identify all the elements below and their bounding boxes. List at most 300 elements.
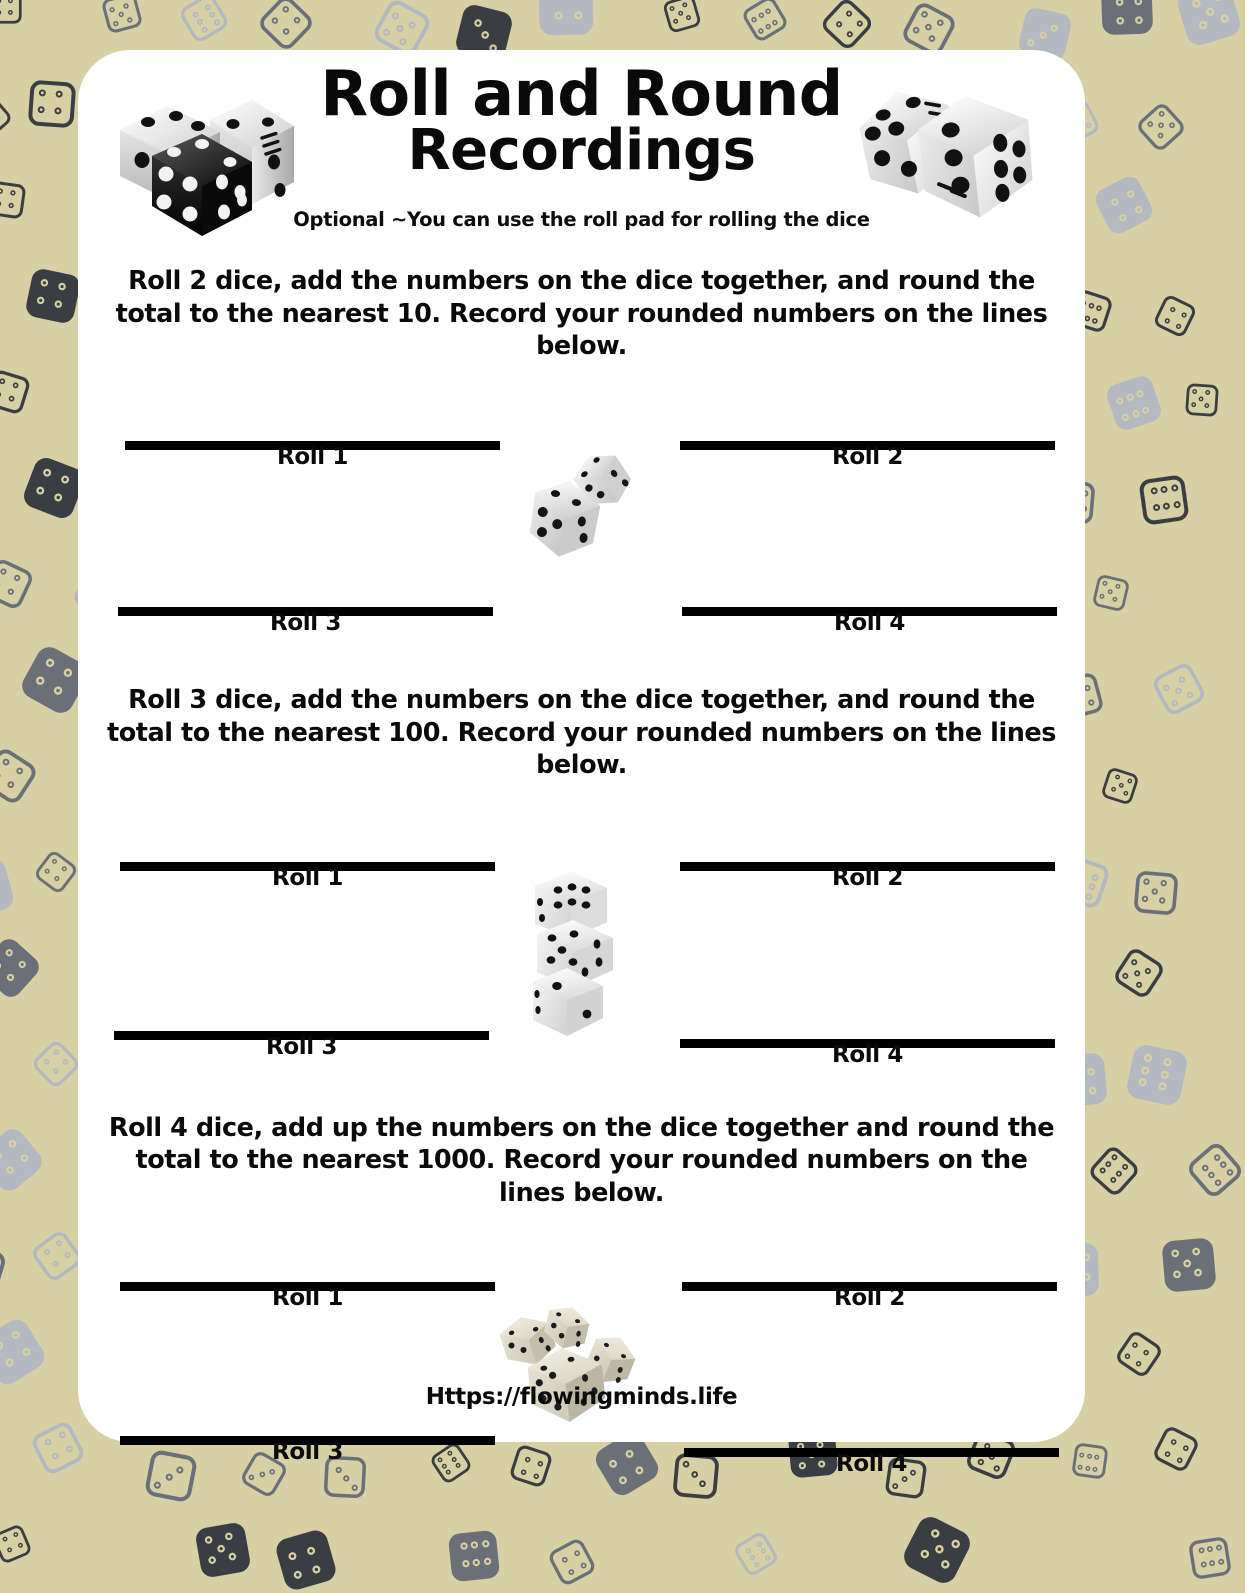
dice-pip bbox=[930, 1529, 941, 1540]
dice-pip bbox=[1132, 970, 1140, 978]
dice-pip bbox=[1138, 1078, 1148, 1088]
dice-pip bbox=[60, 475, 70, 485]
dice-pip bbox=[126, 17, 133, 24]
dice-pip bbox=[1121, 1163, 1129, 1171]
dice-outline-icon bbox=[0, 93, 14, 140]
section-round-100 bbox=[78, 684, 1085, 1062]
roll-label: Roll 4 bbox=[680, 1042, 1055, 1068]
dice-pip bbox=[201, 26, 209, 34]
dice-pip bbox=[7, 395, 14, 402]
dice-pip bbox=[920, 10, 929, 19]
dice-pip bbox=[1170, 698, 1179, 707]
dice-pip bbox=[1160, 880, 1167, 887]
dice-pip bbox=[0, 188, 3, 194]
dice-pip bbox=[10, 190, 16, 196]
dice-pip bbox=[1204, 402, 1209, 407]
dice-pip bbox=[1164, 317, 1171, 324]
dice-pip bbox=[756, 1541, 763, 1548]
dice-pip bbox=[228, 1551, 237, 1560]
dice-pip bbox=[42, 468, 52, 478]
dice-pip bbox=[678, 10, 684, 16]
dice-pip bbox=[699, 1480, 706, 1487]
dice-pip bbox=[1163, 502, 1171, 510]
dice-pip bbox=[939, 1558, 950, 1569]
dice-pip bbox=[35, 485, 45, 495]
dice-pip bbox=[1194, 1268, 1202, 1276]
dice-pip bbox=[1141, 1066, 1151, 1076]
dice-outline-icon bbox=[31, 1039, 82, 1090]
dice-pip bbox=[764, 1555, 771, 1562]
dice-pip bbox=[7, 587, 15, 595]
dice-pip bbox=[1160, 1070, 1170, 1080]
dice-pip bbox=[269, 1468, 277, 1476]
dice-outline-icon bbox=[1134, 870, 1179, 915]
roll-slot-4[interactable] bbox=[680, 1039, 1055, 1068]
dice-pip bbox=[1183, 1259, 1191, 1267]
dice-pip bbox=[53, 875, 60, 882]
dice-pip bbox=[1087, 699, 1095, 707]
dice-pip bbox=[123, 3, 130, 10]
roll-slot-2[interactable] bbox=[680, 441, 1055, 470]
dice-pip bbox=[1126, 189, 1136, 199]
dice-pip bbox=[1050, 24, 1059, 33]
dice-pip bbox=[1144, 878, 1151, 885]
dice-pip bbox=[62, 667, 73, 678]
dice-pip bbox=[213, 19, 221, 27]
dice-pip bbox=[484, 1557, 492, 1565]
dice-pip bbox=[65, 1445, 74, 1454]
dice-pip bbox=[1176, 323, 1183, 330]
dice-pip bbox=[912, 25, 921, 34]
dice-pip bbox=[1198, 19, 1208, 29]
dice-pip bbox=[20, 1347, 31, 1358]
dice-pip bbox=[1164, 1450, 1172, 1458]
dice-pip bbox=[1157, 110, 1165, 118]
dice-pip bbox=[58, 1431, 67, 1440]
dice-pip bbox=[292, 16, 301, 25]
dice-pip bbox=[1135, 16, 1143, 24]
dice-pip bbox=[1141, 405, 1150, 414]
dice-pip bbox=[0, 10, 1, 15]
dice-pip bbox=[38, 106, 45, 113]
dice-outline-icon bbox=[0, 935, 43, 1002]
dice-pip bbox=[15, 766, 24, 775]
page-subtitle: Optional ~You can use the roll pad for rolling the dice bbox=[78, 208, 1085, 231]
dice-pip bbox=[1115, 584, 1121, 590]
dice-pip bbox=[1173, 500, 1181, 508]
dice-pip bbox=[208, 1555, 217, 1564]
roll-slot-1[interactable] bbox=[125, 441, 500, 470]
dice-pip bbox=[0, 1151, 3, 1162]
dice-outline-icon bbox=[1087, 1144, 1142, 1199]
dice-pip bbox=[11, 382, 18, 389]
dice-outline-icon bbox=[900, 1513, 975, 1588]
dice-pip bbox=[55, 1240, 63, 1248]
dice-pip bbox=[1157, 1082, 1167, 1092]
roll-slot-3[interactable] bbox=[114, 1031, 489, 1060]
dice-pip bbox=[0, 378, 6, 385]
roll-label: Roll 1 bbox=[120, 1285, 495, 1311]
dice-pip bbox=[391, 12, 401, 22]
dice-outline-icon bbox=[1104, 373, 1164, 433]
dice-pip bbox=[923, 22, 932, 31]
roll-label: Roll 4 bbox=[682, 610, 1057, 636]
dice-pip bbox=[1162, 683, 1171, 692]
dice-pip bbox=[1182, 1445, 1190, 1453]
dice-outline-icon bbox=[740, 0, 789, 43]
dice-pip bbox=[1205, 6, 1215, 16]
two-dice-tumbling-icon bbox=[522, 453, 642, 563]
dice-pip bbox=[2, 1536, 8, 1542]
dice-pip bbox=[0, 0, 1, 3]
dice-pip bbox=[53, 1049, 61, 1057]
dice-pip bbox=[1087, 1453, 1093, 1459]
dice-pip bbox=[1094, 1454, 1100, 1460]
dice-pip bbox=[19, 1153, 30, 1164]
dice-outline-icon bbox=[24, 267, 82, 325]
dice-pip bbox=[532, 1473, 539, 1480]
dice-outline-icon bbox=[32, 849, 78, 895]
dice-pip bbox=[1092, 317, 1099, 324]
dice-pip bbox=[196, 18, 204, 26]
dice-pip bbox=[568, 1568, 576, 1576]
dice-pip bbox=[1085, 122, 1092, 129]
dice-pip bbox=[37, 296, 46, 305]
roll-slot-3[interactable] bbox=[120, 1436, 495, 1465]
dice-pip bbox=[1085, 1465, 1091, 1471]
dice-pip bbox=[0, 1340, 4, 1351]
dice-pip bbox=[670, 5, 676, 11]
roll-slot-2[interactable] bbox=[682, 1282, 1057, 1311]
dice-pip bbox=[208, 11, 216, 19]
dice-pip bbox=[1200, 1561, 1207, 1568]
dice-pip bbox=[1175, 1456, 1183, 1464]
dice-pip bbox=[1038, 31, 1047, 40]
dice-pip bbox=[949, 1539, 960, 1550]
dice-pip bbox=[1131, 409, 1140, 418]
dice-pip bbox=[1096, 304, 1103, 311]
dice-pip bbox=[344, 1476, 351, 1483]
dice-pip bbox=[0, 568, 8, 576]
roll-slot-2[interactable] bbox=[680, 862, 1055, 891]
roll-label: Roll 2 bbox=[682, 1285, 1057, 1311]
dice-pip bbox=[1135, 389, 1144, 398]
dice-pip bbox=[1150, 487, 1158, 495]
dice-pip bbox=[53, 492, 63, 502]
dice-pip bbox=[62, 1058, 70, 1066]
dice-outline-icon bbox=[0, 368, 31, 415]
dice-pip bbox=[407, 21, 417, 31]
dice-pip bbox=[1214, 1178, 1223, 1187]
dice-pip bbox=[1218, 1558, 1225, 1565]
dice-pip bbox=[764, 23, 771, 30]
dice-pip bbox=[1192, 0, 1202, 9]
dice-outline-icon bbox=[1185, 1140, 1245, 1200]
dice-pip bbox=[109, 7, 116, 14]
roll-grid-round-100 bbox=[78, 862, 1085, 1062]
dice-pip bbox=[1209, 1559, 1216, 1566]
dice-pip bbox=[745, 1547, 752, 1554]
dice-pip bbox=[927, 33, 936, 42]
dice-pip bbox=[1174, 687, 1183, 696]
dice-pip bbox=[1088, 302, 1095, 309]
dice-pip bbox=[1146, 120, 1154, 128]
dice-outline-icon bbox=[1162, 1238, 1217, 1293]
dice-pip bbox=[1152, 503, 1160, 511]
dice-pip bbox=[52, 1067, 60, 1075]
dice-pip bbox=[1170, 1438, 1178, 1446]
dice-pip bbox=[4, 1165, 15, 1176]
roll-slot-1[interactable] bbox=[120, 1282, 495, 1311]
dice-pip bbox=[54, 300, 63, 309]
dice-outline-icon bbox=[0, 1125, 46, 1196]
dice-pip bbox=[1089, 1086, 1097, 1094]
page-title-line-2: Recordings bbox=[78, 124, 1085, 178]
dice-pip bbox=[1111, 786, 1117, 792]
dice-pip bbox=[281, 5, 290, 14]
dice-pip bbox=[1134, 204, 1144, 214]
dice-pip bbox=[204, 3, 212, 11]
dice-pip bbox=[1131, 1341, 1139, 1349]
dice-pip bbox=[462, 1559, 470, 1567]
dice-outline-icon bbox=[1100, 766, 1139, 805]
dice-outline-icon bbox=[101, 0, 144, 34]
roll-label: Roll 3 bbox=[118, 610, 493, 636]
dice-pip bbox=[1201, 1163, 1210, 1172]
dice-pip bbox=[1087, 883, 1096, 892]
dice-pip bbox=[118, 12, 125, 19]
dice-pip bbox=[1181, 311, 1188, 318]
dice-pip bbox=[445, 1468, 452, 1475]
dice-pip bbox=[1098, 1167, 1106, 1175]
dice-pip bbox=[395, 24, 405, 34]
dice-pip bbox=[474, 19, 483, 28]
dice-pip bbox=[1215, 1544, 1222, 1551]
dice-pip bbox=[58, 282, 67, 291]
dice-pip bbox=[1160, 485, 1168, 493]
dice-pip bbox=[1116, 17, 1124, 25]
dice-pip bbox=[43, 1058, 51, 1066]
dice-pip bbox=[1115, 1170, 1123, 1178]
dice-pip bbox=[920, 1548, 931, 1559]
dice-pip bbox=[1142, 1348, 1150, 1356]
dice-pip bbox=[855, 19, 864, 28]
dice-pip bbox=[580, 1561, 588, 1569]
dice-pip bbox=[1143, 967, 1151, 975]
dice-pip bbox=[1198, 1547, 1205, 1554]
dice-outline-icon bbox=[274, 1528, 339, 1593]
dice-pip bbox=[1142, 895, 1149, 902]
roll-label: Roll 1 bbox=[120, 865, 495, 891]
dice-pip bbox=[0, 771, 2, 780]
dice-pip bbox=[1112, 596, 1118, 602]
dice-pip bbox=[7, 1139, 18, 1150]
dice-pip bbox=[175, 1466, 183, 1474]
dice-outline-icon bbox=[1188, 1535, 1232, 1579]
dice-pip bbox=[44, 1438, 53, 1447]
dice-pip bbox=[1212, 0, 1222, 3]
dice-outline-icon bbox=[1111, 946, 1166, 1001]
dice-pip bbox=[749, 1554, 756, 1561]
dice-pip bbox=[1084, 893, 1093, 902]
dice-outline-icon bbox=[1138, 474, 1189, 525]
page-title-line-1: Roll and Round bbox=[320, 57, 842, 130]
dice-pip bbox=[1125, 393, 1134, 402]
dice-pip bbox=[482, 1540, 490, 1548]
dice-pip bbox=[56, 90, 63, 97]
dice-pip bbox=[1159, 896, 1166, 903]
dice-pip bbox=[750, 16, 757, 23]
dice-pip bbox=[845, 30, 854, 39]
dice-pip bbox=[1109, 1176, 1117, 1184]
dice-pip bbox=[555, 0, 563, 1]
dice-outline-icon bbox=[1092, 574, 1131, 613]
dice-pip bbox=[1119, 782, 1125, 788]
dice-outline-icon bbox=[1175, 0, 1243, 48]
dice-pip bbox=[1134, 1359, 1142, 1367]
dice-outline-icon bbox=[663, 0, 703, 33]
dice-pip bbox=[1107, 589, 1113, 595]
dice-pip bbox=[192, 11, 200, 19]
dice-pip bbox=[901, 1476, 908, 1483]
dice-pip bbox=[0, 961, 3, 971]
dice-pip bbox=[935, 18, 944, 27]
dice-pip bbox=[1119, 212, 1129, 222]
dice-pip bbox=[306, 1546, 316, 1556]
section-round-1000 bbox=[78, 1112, 1085, 1467]
dice-pip bbox=[1167, 121, 1175, 129]
dice-outline-icon bbox=[0, 1241, 7, 1298]
dice-pip bbox=[1172, 1250, 1180, 1258]
dice-pip bbox=[51, 1452, 60, 1461]
dice-pip bbox=[63, 1251, 71, 1259]
dice-outline-icon bbox=[28, 80, 77, 129]
dice-pip bbox=[1104, 1160, 1112, 1168]
dice-pip bbox=[1151, 887, 1158, 894]
dice-pip bbox=[164, 1473, 172, 1481]
dice-pip bbox=[1100, 594, 1106, 600]
dice-pip bbox=[1116, 0, 1124, 6]
dice-outline-icon bbox=[1113, 1328, 1163, 1378]
dice-pip bbox=[633, 1465, 644, 1476]
dice-pip bbox=[2, 758, 11, 767]
dice-pip bbox=[113, 20, 120, 27]
dice-pip bbox=[10, 1330, 21, 1341]
dice-pip bbox=[44, 658, 55, 669]
roll-slot-3[interactable] bbox=[118, 607, 493, 636]
instruction-round-10: Roll 2 dice, add the numbers on the dice together, and round the total to the nearest 10. Record your rounded numbers on the lines below. bbox=[78, 265, 1085, 363]
roll-grid-round-10 bbox=[78, 441, 1085, 636]
dice-outline-icon bbox=[1153, 293, 1199, 339]
dice-pip bbox=[1087, 1068, 1095, 1076]
dice-outline-icon bbox=[194, 1521, 252, 1579]
dice-pip bbox=[555, 12, 563, 20]
dice-pip bbox=[471, 1541, 479, 1549]
dice-pip bbox=[0, 201, 1, 207]
dice-pip bbox=[0, 391, 2, 398]
dice-pip bbox=[1219, 13, 1229, 23]
dice-pip bbox=[673, 17, 679, 23]
dice-pip bbox=[1213, 1153, 1222, 1162]
roll-label: Roll 2 bbox=[680, 444, 1055, 470]
dice-pip bbox=[1143, 1053, 1153, 1063]
dice-pip bbox=[0, 115, 1, 122]
dice-pip bbox=[336, 1467, 343, 1474]
dice-pip bbox=[1102, 581, 1108, 587]
dice-outline-icon bbox=[1092, 172, 1156, 236]
dice-outline-icon bbox=[0, 1315, 49, 1389]
roll-slot-4[interactable] bbox=[682, 607, 1057, 636]
roll-slot-1[interactable] bbox=[120, 862, 495, 891]
dice-pip bbox=[771, 18, 778, 25]
dice-pip bbox=[844, 9, 853, 18]
dice-pip bbox=[13, 1532, 19, 1538]
dice-pip bbox=[481, 31, 490, 40]
dice-pip bbox=[1156, 131, 1164, 139]
dice-pip bbox=[4, 948, 14, 958]
dice-pip bbox=[574, 12, 582, 20]
dice-pip bbox=[757, 27, 764, 34]
dice-pip bbox=[382, 28, 392, 38]
footer-url[interactable]: Https://flowingminds.life bbox=[78, 1384, 1085, 1410]
dice-outline-icon bbox=[29, 1229, 84, 1284]
dice-pip bbox=[1225, 1168, 1234, 1177]
dice-pip bbox=[1192, 401, 1197, 406]
roll-grid-round-1000 bbox=[78, 1282, 1085, 1467]
dice-pip bbox=[1171, 484, 1179, 492]
dice-pip bbox=[1110, 1154, 1118, 1162]
dice-pip bbox=[52, 1260, 60, 1268]
dice-outline-icon bbox=[547, 1536, 598, 1587]
dice-pip bbox=[43, 868, 50, 875]
dice-pip bbox=[1170, 306, 1177, 313]
dice-outline-icon bbox=[1101, 0, 1153, 35]
dice-pip bbox=[1185, 690, 1194, 699]
dice-pip bbox=[1123, 790, 1129, 796]
dice-outline-icon bbox=[1151, 1424, 1200, 1473]
dice-pip bbox=[39, 89, 46, 96]
dice-outline-icon bbox=[0, 181, 26, 220]
worksheet-header bbox=[78, 50, 1085, 245]
dice-pip bbox=[573, 1549, 581, 1557]
dice-pip bbox=[1207, 1171, 1216, 1180]
dice-outline-icon bbox=[0, 1524, 33, 1566]
dice-outline-icon bbox=[0, 856, 16, 920]
dice-pip bbox=[13, 574, 21, 582]
dice-pip bbox=[892, 1482, 899, 1489]
dice-pip bbox=[935, 1543, 946, 1554]
dice-pip bbox=[760, 1548, 767, 1555]
dice-pip bbox=[6, 780, 15, 789]
instruction-round-100: Roll 3 dice, add the numbers on the dice together, and round the total to the nearest 100. Record your rounded numbers on the lines below. bbox=[78, 684, 1085, 782]
roll-label: Roll 2 bbox=[680, 865, 1055, 891]
dice-pip bbox=[205, 1535, 214, 1544]
dice-pip bbox=[835, 20, 844, 29]
worksheet-card bbox=[78, 50, 1085, 1442]
dice-outline-icon bbox=[732, 1530, 780, 1578]
dice-pip bbox=[52, 685, 63, 696]
dice-outline-icon bbox=[539, 0, 594, 36]
dice-pip bbox=[248, 1473, 256, 1481]
dice-pip bbox=[1115, 396, 1124, 405]
dice-outline-icon bbox=[448, 1529, 501, 1582]
dice-outline-icon bbox=[819, 0, 875, 52]
roll-slot-4[interactable] bbox=[684, 1448, 1059, 1477]
dice-pip bbox=[288, 1552, 298, 1562]
dice-outline-icon bbox=[1185, 383, 1219, 417]
dice-pip bbox=[473, 1558, 481, 1566]
dice-pip bbox=[4, 1357, 15, 1368]
